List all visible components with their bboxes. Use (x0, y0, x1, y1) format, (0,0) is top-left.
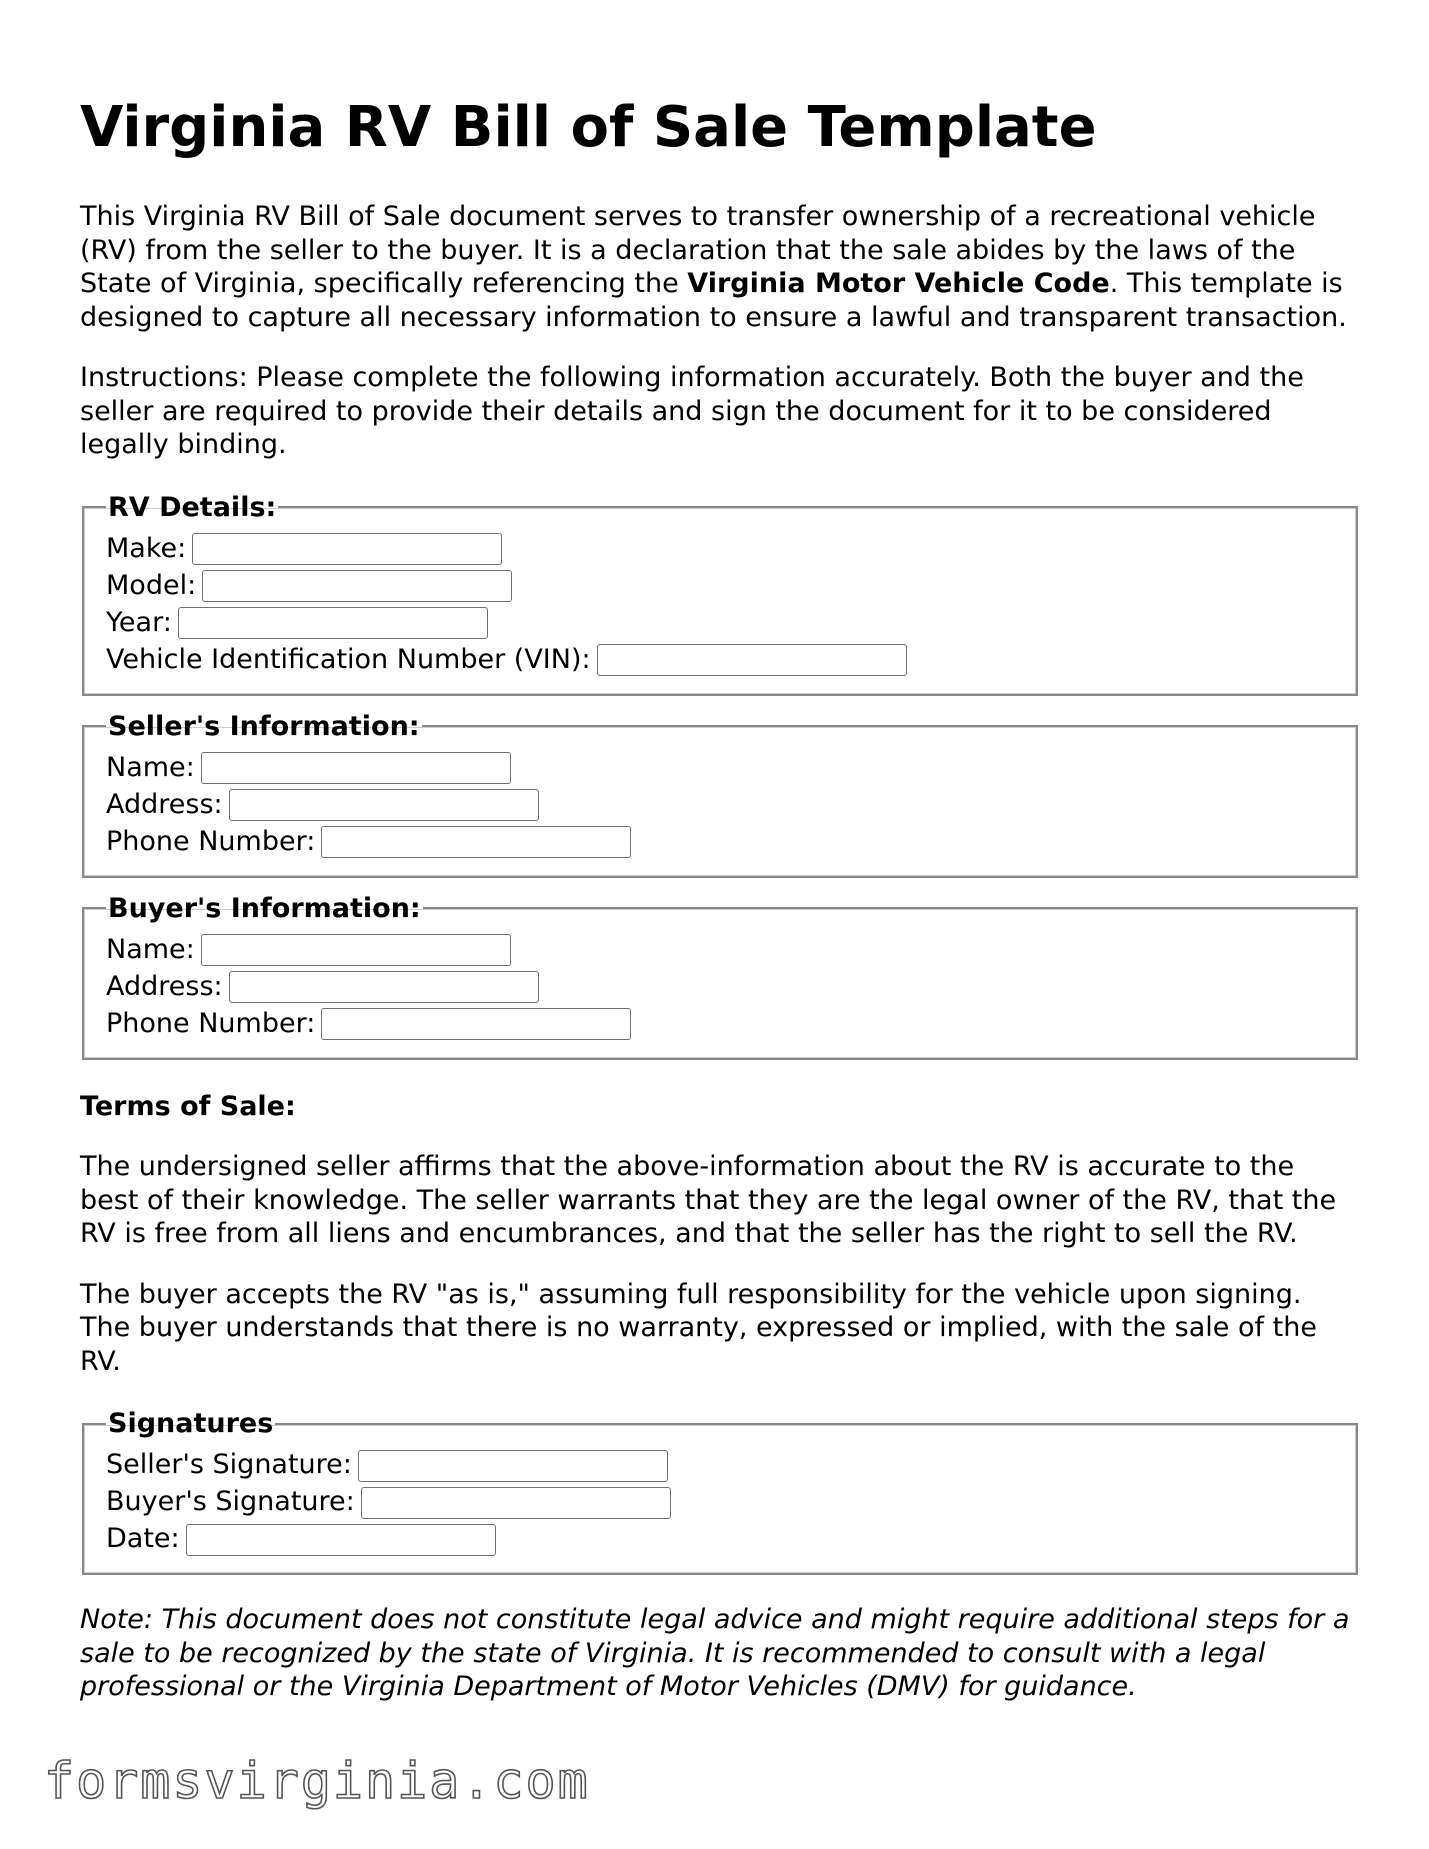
intro-text-start: This Virginia RV Bill of Sale document serves to transfer ownership of a recreational vehicle (RV) from the seller to the buyer. It is a declaration that the sale abides by the laws of the State of Virginia, specifically referencing the (80, 201, 1316, 300)
make-input[interactable] (192, 533, 502, 565)
buyer-signature-input[interactable] (361, 1487, 671, 1519)
seller-phone-input[interactable] (321, 826, 631, 858)
model-row (106, 567, 1334, 604)
model-input[interactable] (202, 570, 512, 602)
vin-row (106, 641, 1334, 678)
terms-paragraph-seller: The undersigned seller affirms that the above-information about the RV is accurate to the best of their knowledge. The seller warrants that they are the legal owner of the RV, that the RV is free from all liens and encumbrances, and that the seller has the right to sell the RV. (80, 1151, 1337, 1250)
terms-paragraph-buyer: The buyer accepts the RV "as is," assuming full responsibility for the vehicle upon signing. The buyer understands that there is no warranty, expressed or implied, with the sale of the RV. (80, 1278, 1317, 1377)
seller-name-label: Name: (106, 751, 195, 783)
buyer-signature-label: Buyer's Signature: (106, 1486, 355, 1518)
buyer-address-label: Address: (106, 970, 223, 1002)
seller-signature-row (106, 1446, 1334, 1483)
model-label: Model: (106, 569, 197, 601)
year-label: Year: (106, 606, 172, 638)
vin-label: Vehicle Identification Number (VIN): (106, 643, 591, 675)
signatures-legend: Signatures (108, 1408, 274, 1440)
buyer-name-label: Name: (106, 933, 195, 965)
seller-name-row (106, 749, 1334, 786)
seller-info-section (82, 708, 1358, 878)
buyer-phone-label: Phone Number: (106, 1007, 316, 1039)
seller-phone-label: Phone Number: (106, 825, 316, 857)
intro-bold-reference: Virginia Motor Vehicle Code (687, 268, 1110, 300)
buyer-info-section (82, 890, 1358, 1060)
buyer-phone-row (106, 1005, 1334, 1042)
rv-details-section (82, 489, 1358, 696)
seller-name-input[interactable] (201, 752, 511, 784)
intro-text-end: . This template is designed to capture all necessary information to ensure a lawful and transparent transaction. (80, 268, 1347, 333)
seller-phone-row (106, 823, 1334, 860)
instructions-paragraph: Instructions: Please complete the following information accurately. Both the buyer and the seller are required to provide their details and sign the document for it to be considered legally binding. (80, 362, 1304, 461)
date-label: Date: (106, 1523, 180, 1555)
buyer-name-input[interactable] (201, 934, 511, 966)
make-label: Make: (106, 532, 187, 564)
seller-signature-label: Seller's Signature: (106, 1449, 352, 1481)
terms-heading: Terms of Sale: (80, 1090, 296, 1122)
legal-note: Note: This document does not constitute legal advice and might require additional steps for a sale to be recognized by the state of Virginia. It is recommended to consult with a legal professional or the Virginia Department of Motor Vehicles (DMV) for guidance. (80, 1604, 1350, 1703)
date-row (106, 1520, 1334, 1557)
year-row (106, 604, 1334, 641)
buyer-phone-input[interactable] (321, 1008, 631, 1040)
buyer-address-row (106, 968, 1334, 1005)
seller-address-row (106, 786, 1334, 823)
date-input[interactable] (186, 1524, 496, 1556)
rv-details-legend: RV Details: (108, 491, 277, 523)
seller-address-input[interactable] (229, 789, 539, 821)
make-row (106, 530, 1334, 567)
intro-paragraph (80, 200, 1360, 334)
buyer-signature-row (106, 1483, 1334, 1520)
seller-info-legend: Seller's Information: (108, 710, 420, 742)
vin-input[interactable] (597, 644, 907, 676)
site-watermark: formsvirginia.com (44, 1752, 590, 1810)
seller-address-label: Address: (106, 788, 223, 820)
signatures-section (82, 1405, 1358, 1575)
buyer-address-input[interactable] (229, 971, 539, 1003)
document-page (80, 96, 1360, 1731)
seller-signature-input[interactable] (358, 1450, 668, 1482)
buyer-name-row (106, 931, 1334, 968)
buyer-info-legend: Buyer's Information: (108, 892, 421, 924)
document-title: Virginia RV Bill of Sale Template (80, 95, 1097, 160)
year-input[interactable] (178, 607, 488, 639)
